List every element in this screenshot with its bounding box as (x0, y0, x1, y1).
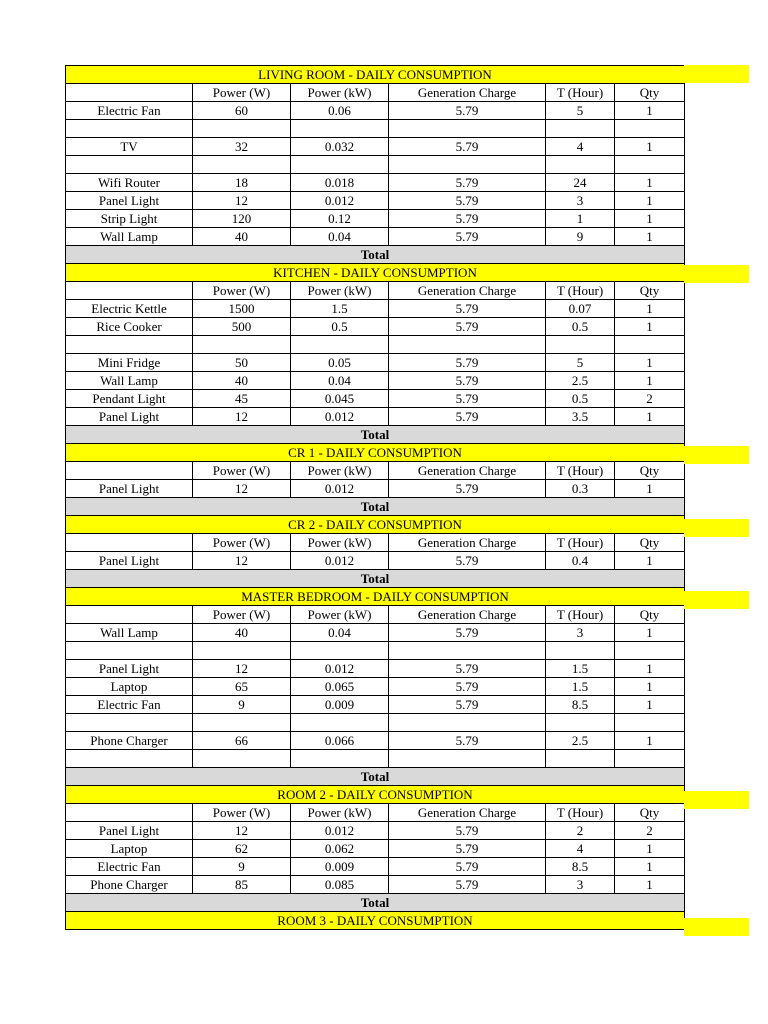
appliance-cell (66, 156, 193, 174)
section-header (66, 66, 685, 84)
column-header-row (66, 282, 685, 300)
qty-header: Qty (615, 606, 685, 624)
generation-charge-cell: 5.79 (389, 102, 546, 120)
qty-cell: 1 (615, 876, 685, 894)
power-w-cell: 65 (193, 678, 291, 696)
power-kw-cell: 0.12 (291, 210, 389, 228)
column-header-row (66, 462, 685, 480)
qty-cell: 1 (615, 624, 685, 642)
generation-charge-cell: 5.79 (389, 174, 546, 192)
generation-charge-cell: 5.79 (389, 408, 546, 426)
appliance-cell: Panel Light (66, 552, 193, 570)
hours-header: T (Hour) (546, 804, 615, 822)
section-title: KITCHEN - DAILY CONSUMPTION (66, 264, 685, 282)
total-row (66, 498, 685, 516)
qty-cell: 2 (615, 390, 685, 408)
power-kw-cell (291, 642, 389, 660)
section-header (66, 444, 685, 462)
power-kw-header: Power (kW) (291, 84, 389, 102)
power-kw-header: Power (kW) (291, 462, 389, 480)
hours-cell: 8.5 (546, 858, 615, 876)
table-row (66, 192, 685, 210)
power-w-cell: 40 (193, 228, 291, 246)
empty-row (66, 120, 685, 138)
power-w-cell: 12 (193, 822, 291, 840)
generation-charge-cell: 5.79 (389, 300, 546, 318)
table-row (66, 318, 685, 336)
table-row (66, 210, 685, 228)
hours-header: T (Hour) (546, 84, 615, 102)
total-row (66, 894, 685, 912)
section-header-fill (684, 591, 749, 609)
qty-cell: 1 (615, 372, 685, 390)
table-row (66, 552, 685, 570)
power-w-cell: 12 (193, 408, 291, 426)
power-w-cell: 32 (193, 138, 291, 156)
power-kw-cell: 0.009 (291, 858, 389, 876)
table-row (66, 678, 685, 696)
appliance-cell: Electric Fan (66, 858, 193, 876)
generation-charge-cell: 5.79 (389, 318, 546, 336)
table-row (66, 174, 685, 192)
qty-cell: 1 (615, 678, 685, 696)
appliance-cell: Phone Charger (66, 732, 193, 750)
section-header-fill (684, 65, 749, 83)
power-w-header: Power (W) (193, 282, 291, 300)
appliance-cell (66, 336, 193, 354)
qty-cell (615, 336, 685, 354)
total-row (66, 570, 685, 588)
qty-cell (615, 120, 685, 138)
appliance-cell: Mini Fridge (66, 354, 193, 372)
table-row (66, 822, 685, 840)
power-kw-cell: 0.032 (291, 138, 389, 156)
hours-cell (546, 120, 615, 138)
generation-charge-cell: 5.79 (389, 228, 546, 246)
appliance-cell: Panel Light (66, 660, 193, 678)
generation-charge-cell: 5.79 (389, 858, 546, 876)
power-kw-cell: 0.04 (291, 228, 389, 246)
consumption-table (65, 65, 685, 930)
empty-row (66, 642, 685, 660)
generation-charge-cell: 5.79 (389, 678, 546, 696)
power-kw-header: Power (kW) (291, 804, 389, 822)
qty-cell: 1 (615, 858, 685, 876)
power-w-cell: 66 (193, 732, 291, 750)
appliance-cell: Laptop (66, 678, 193, 696)
appliance-cell: Panel Light (66, 192, 193, 210)
total-row (66, 246, 685, 264)
qty-cell: 1 (615, 552, 685, 570)
power-kw-header: Power (kW) (291, 282, 389, 300)
appliance-cell (66, 642, 193, 660)
hours-cell: 0.5 (546, 318, 615, 336)
power-kw-cell (291, 750, 389, 768)
appliance-cell: Wall Lamp (66, 228, 193, 246)
generation-charge-cell: 5.79 (389, 732, 546, 750)
power-w-cell (193, 642, 291, 660)
generation-charge-cell (389, 156, 546, 174)
power-kw-cell: 0.066 (291, 732, 389, 750)
generation-charge-cell: 5.79 (389, 660, 546, 678)
total-label: Total (66, 570, 685, 588)
qty-cell: 1 (615, 660, 685, 678)
hours-cell (546, 750, 615, 768)
power-kw-cell: 0.012 (291, 192, 389, 210)
power-kw-cell: 0.012 (291, 552, 389, 570)
hours-header: T (Hour) (546, 462, 615, 480)
table-row (66, 840, 685, 858)
power-w-cell: 40 (193, 624, 291, 642)
hours-cell: 8.5 (546, 696, 615, 714)
column-header-row (66, 804, 685, 822)
hours-cell: 1 (546, 210, 615, 228)
section-title: CR 2 - DAILY CONSUMPTION (66, 516, 685, 534)
power-w-cell: 9 (193, 696, 291, 714)
table-row (66, 354, 685, 372)
hours-cell (546, 156, 615, 174)
section-title: ROOM 3 - DAILY CONSUMPTION (66, 912, 685, 930)
appliance-cell: Phone Charger (66, 876, 193, 894)
generation-charge-header: Generation Charge (389, 534, 546, 552)
table-row (66, 138, 685, 156)
table-row (66, 300, 685, 318)
power-kw-cell: 1.5 (291, 300, 389, 318)
power-w-cell: 1500 (193, 300, 291, 318)
power-kw-cell: 0.012 (291, 480, 389, 498)
power-w-header: Power (W) (193, 534, 291, 552)
power-kw-cell (291, 120, 389, 138)
hours-cell: 0.3 (546, 480, 615, 498)
power-kw-cell: 0.062 (291, 840, 389, 858)
hours-cell: 3 (546, 192, 615, 210)
table-row (66, 372, 685, 390)
qty-cell: 1 (615, 840, 685, 858)
empty-row (66, 156, 685, 174)
power-w-cell (193, 120, 291, 138)
hours-cell: 0.4 (546, 552, 615, 570)
hours-cell (546, 642, 615, 660)
power-w-cell: 12 (193, 660, 291, 678)
hours-cell: 0.07 (546, 300, 615, 318)
table-row (66, 102, 685, 120)
column-header-row (66, 534, 685, 552)
qty-cell: 1 (615, 174, 685, 192)
power-kw-cell: 0.04 (291, 372, 389, 390)
generation-charge-cell: 5.79 (389, 552, 546, 570)
section-header-fill (684, 265, 749, 283)
generation-charge-cell (389, 642, 546, 660)
qty-cell: 1 (615, 318, 685, 336)
appliance-cell: Electric Kettle (66, 300, 193, 318)
generation-charge-header: Generation Charge (389, 282, 546, 300)
total-label: Total (66, 246, 685, 264)
power-w-header: Power (W) (193, 606, 291, 624)
appliance-cell: Panel Light (66, 822, 193, 840)
power-kw-cell: 0.012 (291, 660, 389, 678)
appliance-cell: Electric Fan (66, 102, 193, 120)
power-w-cell: 50 (193, 354, 291, 372)
column-header-row (66, 606, 685, 624)
appliance-cell (66, 714, 193, 732)
qty-cell: 2 (615, 822, 685, 840)
qty-cell: 1 (615, 138, 685, 156)
power-w-cell: 45 (193, 390, 291, 408)
hours-cell (546, 714, 615, 732)
power-w-cell (193, 750, 291, 768)
table-row (66, 480, 685, 498)
section-title: LIVING ROOM - DAILY CONSUMPTION (66, 66, 685, 84)
appliance-header (66, 84, 193, 102)
power-w-header: Power (W) (193, 462, 291, 480)
appliance-cell (66, 750, 193, 768)
table-row (66, 732, 685, 750)
section-header (66, 786, 685, 804)
hours-cell: 0.5 (546, 390, 615, 408)
appliance-cell: Rice Cooker (66, 318, 193, 336)
qty-cell: 1 (615, 732, 685, 750)
generation-charge-cell: 5.79 (389, 372, 546, 390)
empty-row (66, 714, 685, 732)
power-w-cell: 62 (193, 840, 291, 858)
total-label: Total (66, 498, 685, 516)
hours-header: T (Hour) (546, 534, 615, 552)
qty-header: Qty (615, 804, 685, 822)
power-kw-cell: 0.05 (291, 354, 389, 372)
qty-cell: 1 (615, 408, 685, 426)
qty-cell: 1 (615, 480, 685, 498)
power-kw-cell (291, 336, 389, 354)
section-header-fill (684, 446, 749, 464)
appliance-cell: Electric Fan (66, 696, 193, 714)
power-w-cell: 85 (193, 876, 291, 894)
table-row (66, 228, 685, 246)
appliance-cell: Wifi Router (66, 174, 193, 192)
table-row (66, 390, 685, 408)
generation-charge-cell: 5.79 (389, 480, 546, 498)
power-kw-header: Power (kW) (291, 606, 389, 624)
total-row (66, 426, 685, 444)
section-header (66, 588, 685, 606)
appliance-header (66, 534, 193, 552)
generation-charge-cell: 5.79 (389, 354, 546, 372)
generation-charge-cell: 5.79 (389, 390, 546, 408)
hours-cell: 1.5 (546, 660, 615, 678)
table-row (66, 696, 685, 714)
power-kw-cell: 0.04 (291, 624, 389, 642)
qty-cell: 1 (615, 354, 685, 372)
qty-header: Qty (615, 282, 685, 300)
appliance-cell: Laptop (66, 840, 193, 858)
section-header-fill (684, 918, 749, 936)
hours-cell: 24 (546, 174, 615, 192)
hours-cell: 3.5 (546, 408, 615, 426)
generation-charge-cell: 5.79 (389, 696, 546, 714)
hours-cell: 5 (546, 102, 615, 120)
generation-charge-header: Generation Charge (389, 606, 546, 624)
generation-charge-cell: 5.79 (389, 624, 546, 642)
total-label: Total (66, 426, 685, 444)
qty-cell (615, 156, 685, 174)
power-kw-cell: 0.009 (291, 696, 389, 714)
column-header-row (66, 84, 685, 102)
appliance-cell: Pendant Light (66, 390, 193, 408)
power-w-cell: 60 (193, 102, 291, 120)
section-title: CR 1 - DAILY CONSUMPTION (66, 444, 685, 462)
power-w-cell: 18 (193, 174, 291, 192)
qty-cell: 1 (615, 228, 685, 246)
hours-cell: 4 (546, 138, 615, 156)
hours-cell: 4 (546, 840, 615, 858)
appliance-cell: Wall Lamp (66, 372, 193, 390)
generation-charge-cell: 5.79 (389, 822, 546, 840)
power-w-cell (193, 714, 291, 732)
power-w-cell: 120 (193, 210, 291, 228)
section-title: MASTER BEDROOM - DAILY CONSUMPTION (66, 588, 685, 606)
hours-cell: 1.5 (546, 678, 615, 696)
power-kw-cell (291, 156, 389, 174)
generation-charge-cell: 5.79 (389, 210, 546, 228)
power-kw-cell (291, 714, 389, 732)
generation-charge-cell (389, 336, 546, 354)
total-label: Total (66, 768, 685, 786)
hours-cell: 3 (546, 876, 615, 894)
power-kw-cell: 0.5 (291, 318, 389, 336)
qty-cell: 1 (615, 210, 685, 228)
qty-header: Qty (615, 462, 685, 480)
appliance-header (66, 804, 193, 822)
hours-cell (546, 336, 615, 354)
power-kw-header: Power (kW) (291, 534, 389, 552)
hours-header: T (Hour) (546, 282, 615, 300)
qty-cell: 1 (615, 102, 685, 120)
section-header (66, 516, 685, 534)
table-row (66, 624, 685, 642)
appliance-header (66, 606, 193, 624)
power-w-cell (193, 156, 291, 174)
generation-charge-header: Generation Charge (389, 804, 546, 822)
qty-cell (615, 750, 685, 768)
section-header (66, 264, 685, 282)
power-w-header: Power (W) (193, 84, 291, 102)
generation-charge-cell: 5.79 (389, 876, 546, 894)
power-kw-cell: 0.012 (291, 822, 389, 840)
power-kw-cell: 0.06 (291, 102, 389, 120)
generation-charge-cell: 5.79 (389, 840, 546, 858)
hours-cell: 2.5 (546, 372, 615, 390)
power-w-header: Power (W) (193, 804, 291, 822)
total-row (66, 768, 685, 786)
section-header (66, 912, 685, 930)
table-row (66, 858, 685, 876)
consumption-sheet (65, 65, 684, 930)
generation-charge-cell: 5.79 (389, 192, 546, 210)
appliance-cell (66, 120, 193, 138)
power-w-cell: 9 (193, 858, 291, 876)
appliance-cell: Strip Light (66, 210, 193, 228)
table-row (66, 876, 685, 894)
hours-header: T (Hour) (546, 606, 615, 624)
section-header-fill (684, 519, 749, 537)
qty-cell: 1 (615, 300, 685, 318)
qty-cell: 1 (615, 696, 685, 714)
power-kw-cell: 0.065 (291, 678, 389, 696)
qty-header: Qty (615, 534, 685, 552)
appliance-cell: TV (66, 138, 193, 156)
hours-cell: 2 (546, 822, 615, 840)
power-w-cell: 500 (193, 318, 291, 336)
hours-cell: 5 (546, 354, 615, 372)
empty-row (66, 750, 685, 768)
appliance-header (66, 462, 193, 480)
section-title: ROOM 2 - DAILY CONSUMPTION (66, 786, 685, 804)
power-w-cell: 40 (193, 372, 291, 390)
hours-cell: 2.5 (546, 732, 615, 750)
section-header-fill (684, 791, 749, 809)
qty-cell (615, 642, 685, 660)
hours-cell: 9 (546, 228, 615, 246)
qty-cell (615, 714, 685, 732)
power-kw-cell: 0.045 (291, 390, 389, 408)
power-kw-cell: 0.018 (291, 174, 389, 192)
generation-charge-cell (389, 750, 546, 768)
appliance-cell: Panel Light (66, 408, 193, 426)
generation-charge-cell (389, 120, 546, 138)
generation-charge-cell (389, 714, 546, 732)
power-kw-cell: 0.085 (291, 876, 389, 894)
power-w-cell: 12 (193, 552, 291, 570)
table-row (66, 660, 685, 678)
hours-cell: 3 (546, 624, 615, 642)
qty-header: Qty (615, 84, 685, 102)
empty-row (66, 336, 685, 354)
appliance-cell: Panel Light (66, 480, 193, 498)
power-w-cell (193, 336, 291, 354)
generation-charge-cell: 5.79 (389, 138, 546, 156)
generation-charge-header: Generation Charge (389, 462, 546, 480)
appliance-cell: Wall Lamp (66, 624, 193, 642)
power-w-cell: 12 (193, 480, 291, 498)
qty-cell: 1 (615, 192, 685, 210)
total-label: Total (66, 894, 685, 912)
generation-charge-header: Generation Charge (389, 84, 546, 102)
table-row (66, 408, 685, 426)
power-kw-cell: 0.012 (291, 408, 389, 426)
power-w-cell: 12 (193, 192, 291, 210)
appliance-header (66, 282, 193, 300)
